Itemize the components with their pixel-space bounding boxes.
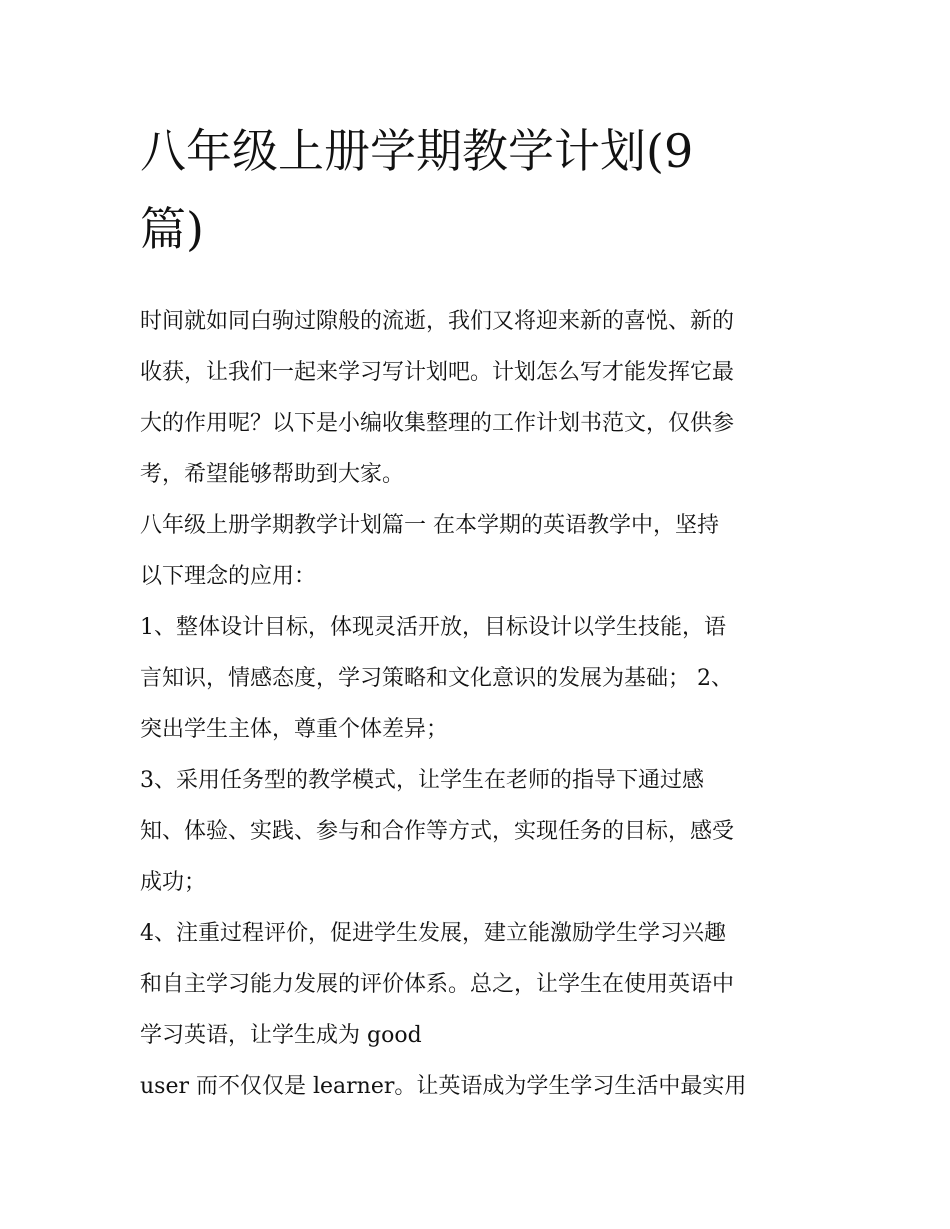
text-line: 考，希望能够帮助到大家。 [140, 462, 405, 487]
body-paragraph [140, 1061, 820, 1112]
title-line: 八年级上册学期教学计划(9 [140, 124, 694, 178]
text-line: 以下理念的应用： [140, 564, 317, 589]
text-line: 知、体验、实践、参与和合作等方式，实现任务的目标，感受 [140, 819, 735, 844]
text-line: 1、整体设计目标，体现灵活开放，目标设计以学生技能，语 [140, 615, 726, 640]
text-line: 成功； [140, 870, 207, 895]
text-line: 大的作用呢？以下是小编收集整理的工作计划书范文，仅供参 [140, 411, 735, 436]
text-line: 收获，让我们一起来学习写计划吧。计划怎么写才能发挥它最 [140, 360, 735, 385]
text-line: 言知识，情感态度，学习策略和文化意识的发展为基础； 2、 [140, 666, 733, 691]
text-line: 时间就如同白驹过隙般的流逝，我们又将迎来新的喜悦、新的 [140, 309, 735, 334]
text-line: 八年级上册学期教学计划篇一 在本学期的英语教学中，坚持 [140, 513, 719, 538]
list-item-paragraph [140, 908, 820, 1061]
document-title [140, 112, 820, 268]
text-line: 4、注重过程评价，促进学生发展，建立能激励学生学习兴趣 [140, 921, 726, 946]
text-line: 突出学生主体，尊重个体差异； [140, 717, 449, 742]
list-item-paragraph [140, 755, 820, 908]
section-intro-paragraph [140, 500, 820, 602]
text-line: 和自主学习能力发展的评价体系。总之，让学生在使用英语中 [140, 972, 735, 997]
text-line: 学习英语，让学生成为 good [140, 1023, 422, 1048]
title-line: 篇) [140, 202, 204, 256]
text-line: user 而不仅仅是 learner。让英语成为学生学习生活中最实用 [140, 1074, 747, 1099]
intro-paragraph [140, 296, 820, 500]
text-line: 3、采用任务型的教学模式，让学生在老师的指导下通过感 [140, 768, 704, 793]
document-page [140, 112, 820, 1112]
list-item-paragraph [140, 602, 820, 755]
